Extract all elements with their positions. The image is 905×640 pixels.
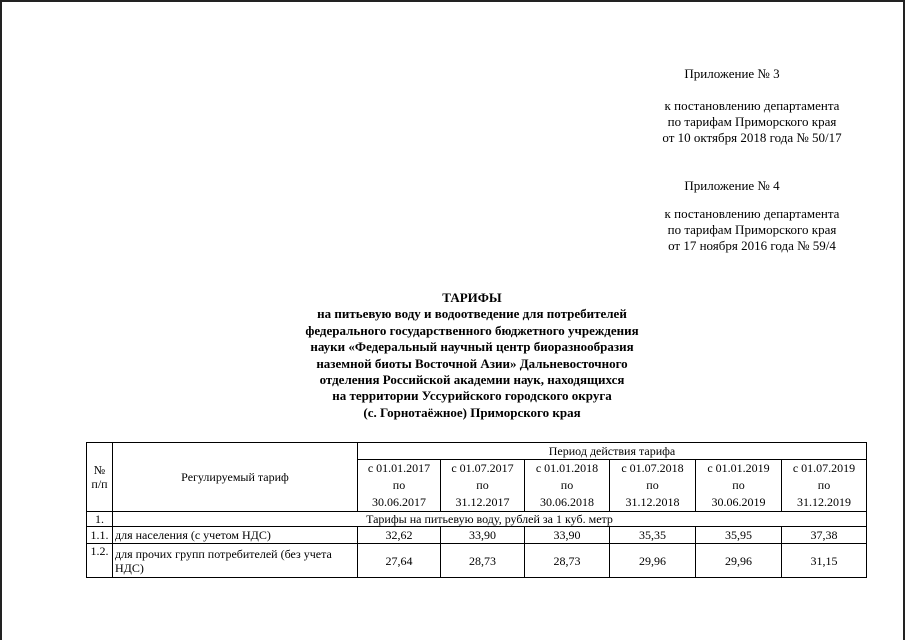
- heading-line: наземной биоты Восточной Азии» Дальневосточного: [316, 355, 628, 371]
- row-value: 32,62: [358, 527, 441, 544]
- row-value: 33,90: [525, 527, 610, 544]
- annex3-line: от 10 октября 2018 года № 50/17: [662, 130, 842, 145]
- heading-line: (с. Горнотаёжное) Приморского края: [363, 404, 581, 420]
- row-value: 29,96: [610, 544, 696, 578]
- annex3-line: по тарифам Приморского края: [667, 114, 837, 129]
- period-to: 31.12.2018: [625, 495, 680, 509]
- period-from: с 01.01.2018: [535, 461, 599, 475]
- row-value: 27,64: [358, 544, 441, 578]
- period-from: с 01.01.2017: [367, 461, 431, 475]
- heading-line: федерального государственного бюджетного учреждения: [305, 322, 639, 338]
- annex3-title: Приложение № 3: [684, 66, 780, 81]
- heading-line: ТАРИФЫ: [442, 290, 502, 305]
- period-po: по: [732, 478, 745, 492]
- period-from: с 01.07.2018: [621, 461, 684, 475]
- tariff-table: [86, 442, 867, 578]
- row-label: для прочих групп потребителей (без учета НДС): [113, 544, 358, 578]
- col-tariff-header: Регулируемый тариф: [113, 443, 358, 512]
- period-from: с 01.07.2019: [792, 461, 856, 475]
- period-cell: [696, 460, 782, 512]
- period-cell: [358, 460, 441, 512]
- period-to: 30.06.2018: [540, 495, 594, 509]
- row-value: 33,90: [441, 527, 525, 544]
- annex4-line: по тарифам Приморского края: [667, 222, 837, 237]
- section-label: Тарифы на питьевую воду, рублей за 1 куб. метр: [113, 512, 867, 527]
- period-cell: [441, 460, 525, 512]
- period-from: с 01.07.2017: [451, 461, 514, 475]
- period-from: с 01.01.2019: [707, 461, 770, 475]
- row-value: 29,96: [696, 544, 782, 578]
- row-value: 28,73: [441, 544, 525, 578]
- row-value: 37,38: [782, 527, 867, 544]
- heading-line: науки «Федеральный научный центр биоразнообразия: [310, 339, 634, 355]
- period-to: 30.06.2017: [372, 495, 426, 509]
- period-cell: [782, 460, 867, 512]
- period-to: 31.12.2017: [455, 495, 510, 509]
- row-num: 1.1.: [87, 527, 113, 544]
- heading-line: отделения Российской академии наук, находящихся: [319, 372, 625, 388]
- annex4-reference: [632, 206, 872, 254]
- heading-line: на питьевую воду и водоотведение для потребителей: [317, 306, 627, 322]
- annex4-title: Приложение № 4: [684, 178, 780, 193]
- annex3-reference: [632, 98, 872, 146]
- period-to: 31.12.2019: [797, 495, 851, 509]
- period-po: по: [817, 478, 831, 492]
- period-po: по: [476, 478, 489, 492]
- row-value: 28,73: [525, 544, 610, 578]
- document-heading: [202, 290, 742, 421]
- period-po: по: [392, 478, 406, 492]
- annex3-line: к постановлению департамента: [664, 98, 840, 113]
- col-num-header: № п/п: [87, 443, 113, 512]
- period-cell: [525, 460, 610, 512]
- section-num: 1.: [87, 512, 113, 527]
- heading-line: на территории Уссурийского городского округа: [332, 388, 612, 404]
- row-value: 35,95: [696, 527, 782, 544]
- annex4-line: к постановлению департамента: [664, 206, 840, 221]
- row-value: 31,15: [782, 544, 867, 578]
- annex4-line: от 17 ноября 2016 года № 59/4: [668, 238, 836, 253]
- period-po: по: [646, 478, 659, 492]
- row-num: 1.2.: [87, 544, 113, 578]
- period-header: Период действия тарифа: [358, 443, 867, 460]
- period-cell: [610, 460, 696, 512]
- period-po: по: [560, 478, 574, 492]
- table-row: [87, 527, 867, 544]
- row-value: 35,35: [610, 527, 696, 544]
- row-label: для населения (с учетом НДС): [113, 527, 358, 544]
- table-row: [87, 544, 867, 578]
- period-to: 30.06.2019: [711, 495, 766, 509]
